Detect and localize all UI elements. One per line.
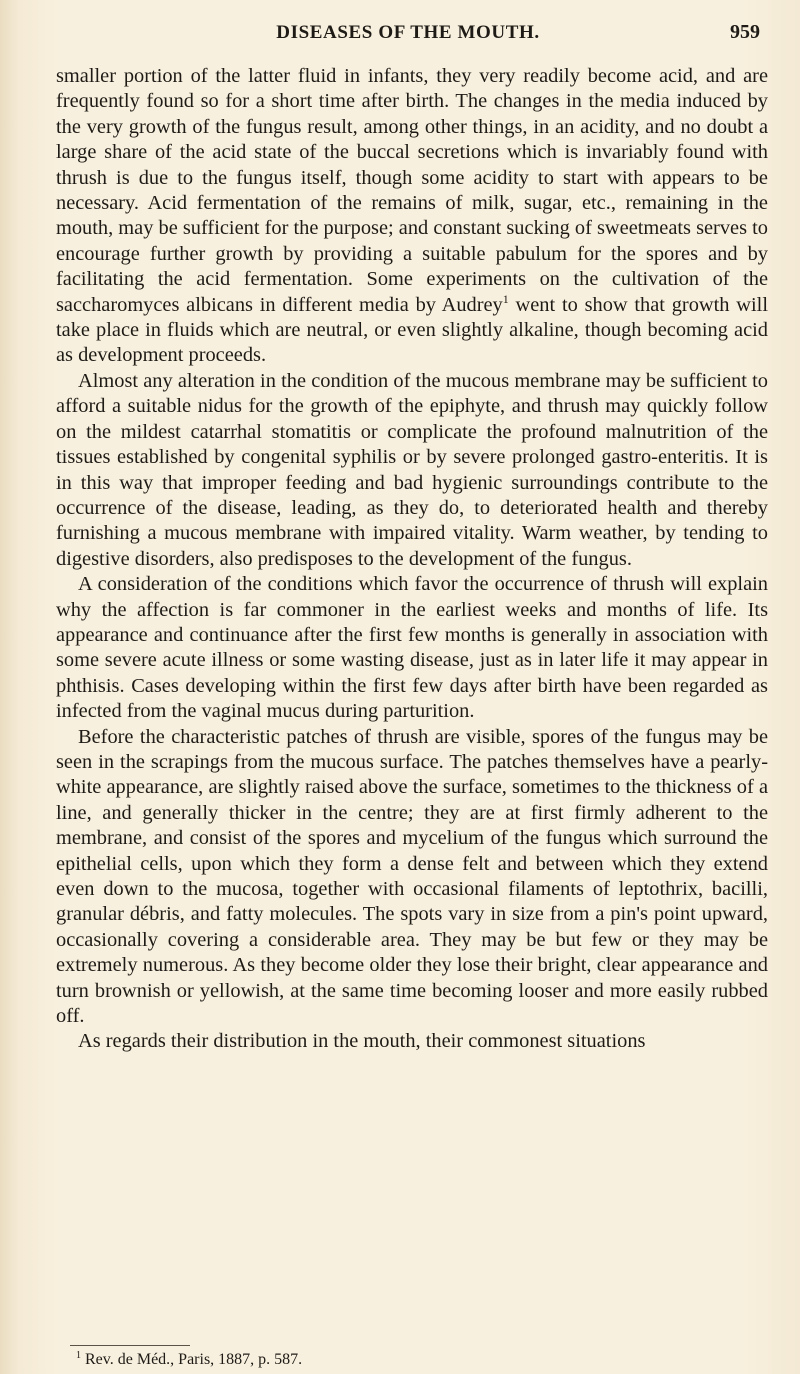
body-text xyxy=(56,64,768,1055)
footnote-mark: 1 xyxy=(76,1350,81,1361)
paragraph-1-part-2: went to show that growth will take place in fluids which are neutral, or even slightly alkaline, though becoming acid as development proceeds. xyxy=(56,293,768,367)
running-title: DISEASES OF THE MOUTH. xyxy=(276,22,540,43)
paragraph-5: As regards their distribution in the mouth, their commonest situations xyxy=(78,1030,646,1053)
paragraph-1-part-1: smaller portion of the latter fluid in infants, they very readily become acid, and are frequently found so for a short time after birth. The changes in the media induced by the very growth of the fungus result, among other things, in an acidity, and no doubt a large share of the acid state of the buccal secretions which is invariably found with thrush is due to the fungus itself, though some acidity to start with appears to be necessary. Acid fermentation of the remains of milk, sugar, etc., remaining in the mouth, may be sufficient for the purpose; and constant sucking of sweetmeats serves to encourage further growth by providing a suitable pabulum for the spores and by facilitating the acid fermentation. Some experiments on the cultivation of the saccharomyces albicans in different media by Audrey xyxy=(56,65,768,316)
paragraph-3: A consideration of the conditions which favor the occurrence of thrush will explain why the affection is far commoner in the earliest weeks and months of life. Its appearance and continuance after the first few months is generally in association with some severe acute illness or some wasting disease, just as in later life it may appear in phthisis. Cases developing within the first few days after birth have been regarded as infected from the vaginal mucus during parturition. xyxy=(56,573,768,723)
footnote-rule xyxy=(70,1345,190,1346)
footnote-text: Rev. de Méd., Paris, 1887, p. 587. xyxy=(85,1351,303,1368)
footnote-reference: 1 xyxy=(502,291,509,306)
paragraph-1 xyxy=(56,64,768,369)
footnote xyxy=(56,1350,768,1370)
page-header xyxy=(56,22,760,52)
paragraph-4: Before the characteristic patches of thrush are visible, spores of the fungus may be seen in the scrapings from the mucous surface. The patches themselves have a pearly-white appearance, are slightly raised above the surface, sometimes to the thickness of a line, and generally thicker in the centre; they are at first firmly adherent to the membrane, and consist of the spores and mycelium of the fungus which surround the epithelial cells, upon which they form a dense felt and between which they extend even down to the mucosa, together with occasional filaments of leptothrix, bacilli, granular débris, and fatty molecules. The spots vary in size from a pin's point upward, occasionally covering a considerable area. They may be but few or they may be extremely numerous. As they become older they lose their bright, clear appearance and turn brownish or yellowish, at the same time becoming looser and more easily rubbed off. xyxy=(56,725,768,1028)
page-number: 959 xyxy=(730,21,760,43)
paragraph-2: Almost any alteration in the condition of the mucous membrane may be sufficient to afford a suitable nidus for the growth of the epiphyte, and thrush may quickly follow on the mildest catarrhal stomatitis or complicate the profound malnutrition of the tissues established by congenital syphilis or by severe prolonged gastro-enteritis. It is in this way that improper feeding and bad hygienic surroundings contribute to the occurrence of the disease, leading, as they do, to deteriorated health and thereby furnishing a mucous membrane with impaired vitality. Warm weather, by tending to digestive disorders, also predisposes to the development of the fungus. xyxy=(56,369,768,570)
